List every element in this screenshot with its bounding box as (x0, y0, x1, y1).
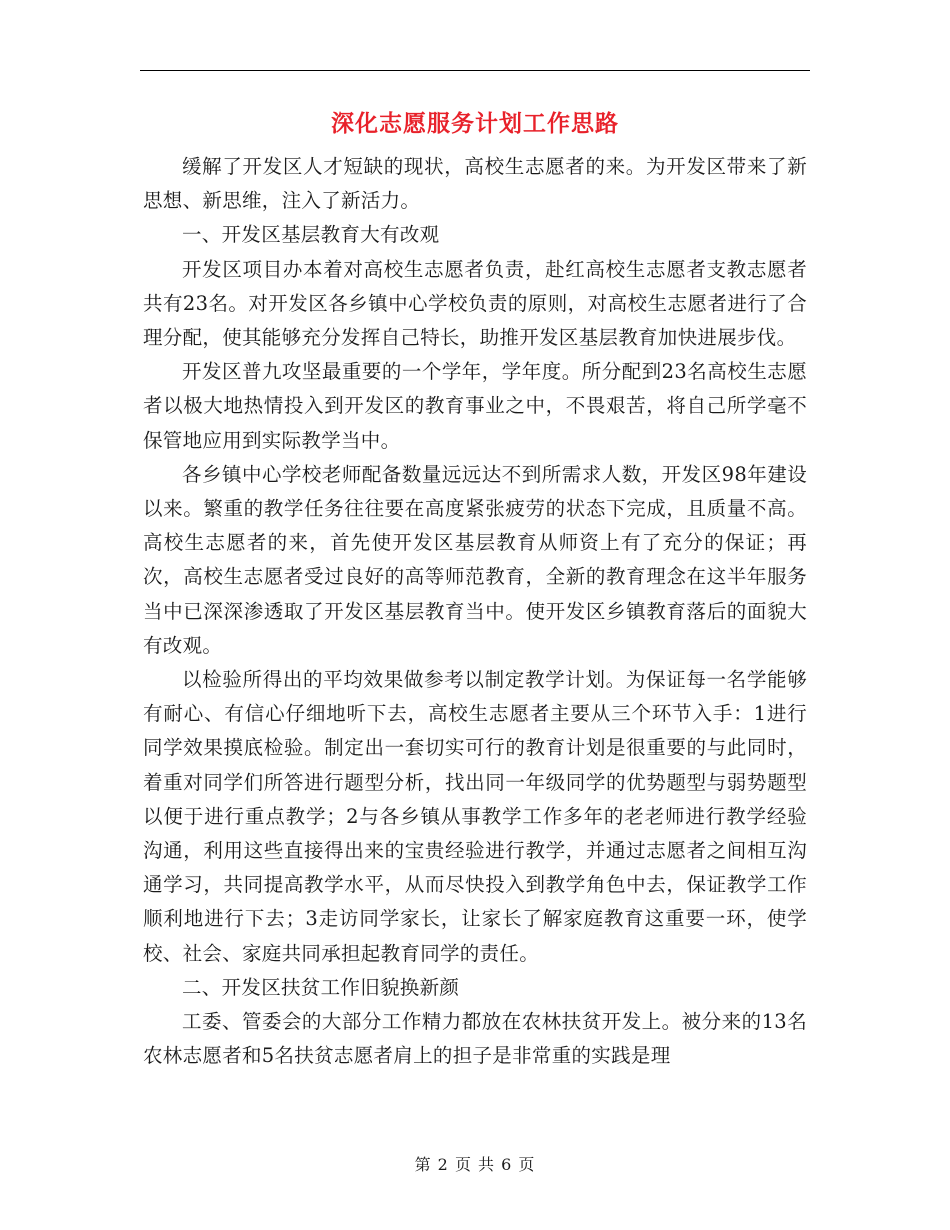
page-number-footer: 第 2 页 共 6 页 (414, 1155, 536, 1174)
document-title: 深化志愿服务计划工作思路 (331, 110, 619, 137)
paragraph-school-year: 开发区普九攻坚最重要的一个学年，学年度。所分配到23名高校生志愿者以极大地热情投入到开发区的教育事业之中，不畏艰苦，将自己所学毫不保管地应用到实际教学当中。 (143, 360, 807, 452)
paragraph-teaching-plan: 以检验所得出的平均效果做参考以制定教学计划。为保证每一名学能够有耐心、有信心仔细地听下去，高校生志愿者主要从三个环节入手：1进行同学效果摸底检验。制定出一套切实可行的教育计划是很重要的与此同时，着重对同学们所答进行题型分析，找出同一年级同学的优势题型与弱势题型以便于进行重点教学；2与各乡镇从事教学工作多年的老老师进行教学经验沟通，利用这些直接得出来的宝贵经验进行教学，并通过志愿者之间相互沟通学习，共同提高教学水平，从而尽快投入到教学角色中去，保证教学工作顺利地进行下去；3走访同学家长，让家长了解家庭教育这重要一环，使学校、社会、家庭共同承担起教育同学的责任。 (143, 668, 807, 965)
paragraph-allocation: 开发区项目办本着对高校生志愿者负责，赴红高校生志愿者支教志愿者共有23名。对开发区各乡镇中心学校负责的原则，对高校生志愿者进行了合理分配，使其能够充分发挥自己特长，助推开发区基层教育加快进展步伐。 (143, 257, 807, 350)
paragraph-intro: 缓解了开发区人才短缺的现状，高校生志愿者的来。为开发区带来了新思想、新思维，注入了新活力。 (143, 155, 807, 213)
section-heading-poverty: 二、开发区扶贫工作旧貌换新颜 (182, 975, 460, 999)
paragraph-forestry: 工委、管委会的大部分工作精力都放在农林扶贫开发上。被分来的13名农林志愿者和5名扶贫志愿者肩上的担子是非常重的实践是理 (143, 1010, 807, 1068)
document-body (143, 150, 807, 1073)
header-rule (140, 70, 810, 71)
section-heading-education: 一、开发区基层教育大有改观 (182, 223, 440, 247)
paragraph-teacher-shortage: 各乡镇中心学校老师配备数量远远达不到所需求人数，开发区98年建设以来。繁重的教学任务往往要在高度紧张疲劳的状态下完成，且质量不高。高校生志愿者的来，首先使开发区基层教育从师资上有了充分的保证；再次，高校生志愿者受过良好的高等师范教育，全新的教育理念在这半年服务当中已深深渗透取了开发区基层教育当中。使开发区乡镇教育落后的面貌大有改观。 (143, 462, 807, 657)
